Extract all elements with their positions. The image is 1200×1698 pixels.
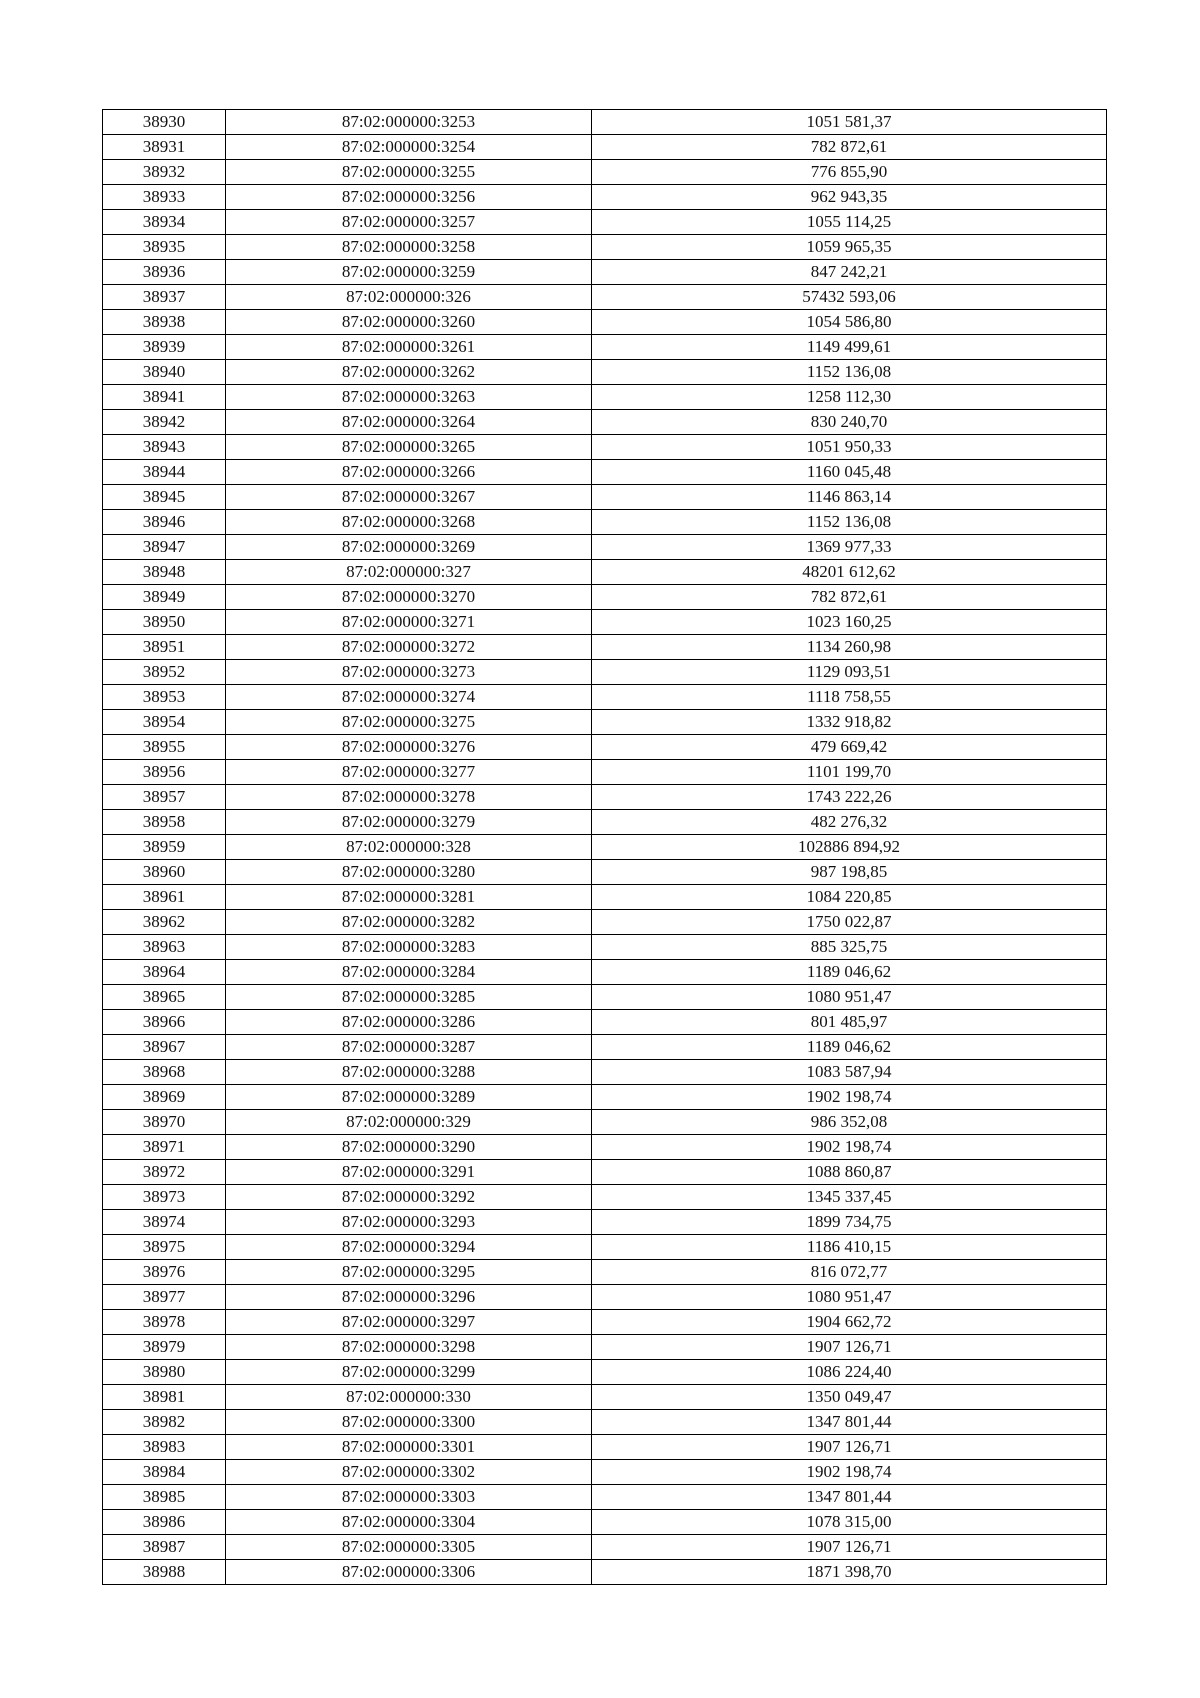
table-row xyxy=(103,985,1107,1010)
table-row xyxy=(103,735,1107,760)
row-number-cell: 38936 xyxy=(103,260,226,285)
table-row xyxy=(103,385,1107,410)
cadastral-value-cell: 1189 046,62 xyxy=(592,960,1107,985)
table-row xyxy=(103,610,1107,635)
cadastral-number-cell: 87:02:000000:3275 xyxy=(226,710,592,735)
cadastral-value-cell: 1118 758,55 xyxy=(592,685,1107,710)
table-row xyxy=(103,535,1107,560)
cadastral-value-cell: 1347 801,44 xyxy=(592,1485,1107,1510)
table-row xyxy=(103,1160,1107,1185)
row-number-cell: 38988 xyxy=(103,1560,226,1585)
row-number-cell: 38964 xyxy=(103,960,226,985)
table-row xyxy=(103,1185,1107,1210)
row-number-cell: 38943 xyxy=(103,435,226,460)
cadastral-value-cell: 1902 198,74 xyxy=(592,1460,1107,1485)
table-row xyxy=(103,710,1107,735)
cadastral-number-cell: 87:02:000000:3291 xyxy=(226,1160,592,1185)
cadastral-value-cell: 1258 112,30 xyxy=(592,385,1107,410)
cadastral-number-cell: 87:02:000000:3302 xyxy=(226,1460,592,1485)
cadastral-value-cell: 482 276,32 xyxy=(592,810,1107,835)
row-number-cell: 38966 xyxy=(103,1010,226,1035)
cadastral-number-cell: 87:02:000000:3305 xyxy=(226,1535,592,1560)
row-number-cell: 38932 xyxy=(103,160,226,185)
cadastral-number-cell: 87:02:000000:3277 xyxy=(226,760,592,785)
table-row xyxy=(103,1360,1107,1385)
row-number-cell: 38955 xyxy=(103,735,226,760)
table-row xyxy=(103,685,1107,710)
cadastral-number-cell: 87:02:000000:3270 xyxy=(226,585,592,610)
table-row xyxy=(103,785,1107,810)
cadastral-number-cell: 87:02:000000:3267 xyxy=(226,485,592,510)
table-row xyxy=(103,910,1107,935)
table-row xyxy=(103,110,1107,135)
row-number-cell: 38945 xyxy=(103,485,226,510)
cadastral-number-cell: 87:02:000000:3297 xyxy=(226,1310,592,1335)
table-row xyxy=(103,1535,1107,1560)
cadastral-number-cell: 87:02:000000:3254 xyxy=(226,135,592,160)
table-row xyxy=(103,1210,1107,1235)
cadastral-value-cell: 1347 801,44 xyxy=(592,1410,1107,1435)
cadastral-number-cell: 87:02:000000:3303 xyxy=(226,1485,592,1510)
row-number-cell: 38986 xyxy=(103,1510,226,1535)
cadastral-value-cell: 1369 977,33 xyxy=(592,535,1107,560)
table-row xyxy=(103,1460,1107,1485)
row-number-cell: 38972 xyxy=(103,1160,226,1185)
table-row xyxy=(103,435,1107,460)
cadastral-value-cell: 1152 136,08 xyxy=(592,510,1107,535)
cadastral-number-cell: 87:02:000000:3273 xyxy=(226,660,592,685)
row-number-cell: 38954 xyxy=(103,710,226,735)
table-row xyxy=(103,1085,1107,1110)
cadastral-number-cell: 87:02:000000:3285 xyxy=(226,985,592,1010)
cadastral-number-cell: 87:02:000000:3280 xyxy=(226,860,592,885)
table-row xyxy=(103,935,1107,960)
cadastral-number-cell: 87:02:000000:3253 xyxy=(226,110,592,135)
cadastral-number-cell: 87:02:000000:3264 xyxy=(226,410,592,435)
cadastral-value-cell: 1051 950,33 xyxy=(592,435,1107,460)
table-row xyxy=(103,560,1107,585)
table-row xyxy=(103,835,1107,860)
table-row xyxy=(103,660,1107,685)
cadastral-value-cell: 48201 612,62 xyxy=(592,560,1107,585)
cadastral-value-cell: 1186 410,15 xyxy=(592,1235,1107,1260)
cadastral-value-cell: 1051 581,37 xyxy=(592,110,1107,135)
cadastral-value-cell: 1904 662,72 xyxy=(592,1310,1107,1335)
table-row xyxy=(103,260,1107,285)
row-number-cell: 38933 xyxy=(103,185,226,210)
row-number-cell: 38962 xyxy=(103,910,226,935)
table-row xyxy=(103,210,1107,235)
row-number-cell: 38949 xyxy=(103,585,226,610)
cadastral-value-cell: 962 943,35 xyxy=(592,185,1107,210)
row-number-cell: 38971 xyxy=(103,1135,226,1160)
cadastral-number-cell: 87:02:000000:3295 xyxy=(226,1260,592,1285)
table-row xyxy=(103,185,1107,210)
table-row xyxy=(103,1310,1107,1335)
cadastral-number-cell: 87:02:000000:3306 xyxy=(226,1560,592,1585)
cadastral-value-cell: 1160 045,48 xyxy=(592,460,1107,485)
cadastral-number-cell: 87:02:000000:3278 xyxy=(226,785,592,810)
cadastral-value-cell: 1899 734,75 xyxy=(592,1210,1107,1235)
cadastral-value-cell: 986 352,08 xyxy=(592,1110,1107,1135)
cadastral-number-cell: 87:02:000000:3271 xyxy=(226,610,592,635)
cadastral-number-cell: 87:02:000000:3257 xyxy=(226,210,592,235)
row-number-cell: 38941 xyxy=(103,385,226,410)
row-number-cell: 38981 xyxy=(103,1385,226,1410)
cadastral-number-cell: 87:02:000000:3265 xyxy=(226,435,592,460)
table-row xyxy=(103,635,1107,660)
cadastral-number-cell: 87:02:000000:3260 xyxy=(226,310,592,335)
row-number-cell: 38965 xyxy=(103,985,226,1010)
row-number-cell: 38977 xyxy=(103,1285,226,1310)
cadastral-number-cell: 87:02:000000:328 xyxy=(226,835,592,860)
table-row xyxy=(103,1010,1107,1035)
row-number-cell: 38970 xyxy=(103,1110,226,1135)
cadastral-number-cell: 87:02:000000:3294 xyxy=(226,1235,592,1260)
cadastral-value-cell: 1345 337,45 xyxy=(592,1185,1107,1210)
cadastral-number-cell: 87:02:000000:3292 xyxy=(226,1185,592,1210)
cadastral-number-cell: 87:02:000000:3269 xyxy=(226,535,592,560)
cadastral-number-cell: 87:02:000000:3304 xyxy=(226,1510,592,1535)
row-number-cell: 38985 xyxy=(103,1485,226,1510)
table-row xyxy=(103,1060,1107,1085)
cadastral-number-cell: 87:02:000000:3288 xyxy=(226,1060,592,1085)
table-row xyxy=(103,510,1107,535)
cadastral-value-cell: 1084 220,85 xyxy=(592,885,1107,910)
cadastral-number-cell: 87:02:000000:3274 xyxy=(226,685,592,710)
table-row xyxy=(103,1385,1107,1410)
table-row xyxy=(103,1260,1107,1285)
table-row xyxy=(103,1485,1107,1510)
row-number-cell: 38967 xyxy=(103,1035,226,1060)
table-row xyxy=(103,135,1107,160)
cadastral-value-cell: 1055 114,25 xyxy=(592,210,1107,235)
row-number-cell: 38939 xyxy=(103,335,226,360)
row-number-cell: 38961 xyxy=(103,885,226,910)
row-number-cell: 38973 xyxy=(103,1185,226,1210)
table-row xyxy=(103,1110,1107,1135)
table-row xyxy=(103,335,1107,360)
table-row xyxy=(103,1135,1107,1160)
cadastral-value-cell: 1059 965,35 xyxy=(592,235,1107,260)
row-number-cell: 38938 xyxy=(103,310,226,335)
row-number-cell: 38974 xyxy=(103,1210,226,1235)
table-row xyxy=(103,410,1107,435)
cadastral-value-table xyxy=(102,109,1107,1585)
row-number-cell: 38975 xyxy=(103,1235,226,1260)
cadastral-number-cell: 87:02:000000:3289 xyxy=(226,1085,592,1110)
row-number-cell: 38987 xyxy=(103,1535,226,1560)
cadastral-number-cell: 87:02:000000:3296 xyxy=(226,1285,592,1310)
table-row xyxy=(103,585,1107,610)
table-row xyxy=(103,1035,1107,1060)
cadastral-number-cell: 87:02:000000:3255 xyxy=(226,160,592,185)
table-row xyxy=(103,460,1107,485)
cadastral-number-cell: 87:02:000000:3282 xyxy=(226,910,592,935)
cadastral-value-cell: 816 072,77 xyxy=(592,1260,1107,1285)
table-row xyxy=(103,885,1107,910)
cadastral-number-cell: 87:02:000000:3281 xyxy=(226,885,592,910)
table-row xyxy=(103,1335,1107,1360)
cadastral-number-cell: 87:02:000000:3300 xyxy=(226,1410,592,1435)
cadastral-number-cell: 87:02:000000:3286 xyxy=(226,1010,592,1035)
cadastral-value-cell: 57432 593,06 xyxy=(592,285,1107,310)
table-row xyxy=(103,1435,1107,1460)
cadastral-value-cell: 1054 586,80 xyxy=(592,310,1107,335)
cadastral-value-cell: 1080 951,47 xyxy=(592,985,1107,1010)
cadastral-number-cell: 87:02:000000:3268 xyxy=(226,510,592,535)
cadastral-number-cell: 87:02:000000:3258 xyxy=(226,235,592,260)
cadastral-value-cell: 782 872,61 xyxy=(592,585,1107,610)
row-number-cell: 38934 xyxy=(103,210,226,235)
cadastral-value-cell: 1129 093,51 xyxy=(592,660,1107,685)
row-number-cell: 38930 xyxy=(103,110,226,135)
row-number-cell: 38980 xyxy=(103,1360,226,1385)
cadastral-value-cell: 1134 260,98 xyxy=(592,635,1107,660)
row-number-cell: 38947 xyxy=(103,535,226,560)
cadastral-value-cell: 479 669,42 xyxy=(592,735,1107,760)
cadastral-value-cell: 1902 198,74 xyxy=(592,1085,1107,1110)
cadastral-value-cell: 1871 398,70 xyxy=(592,1560,1107,1585)
cadastral-number-cell: 87:02:000000:3279 xyxy=(226,810,592,835)
row-number-cell: 38944 xyxy=(103,460,226,485)
row-number-cell: 38935 xyxy=(103,235,226,260)
cadastral-value-cell: 1146 863,14 xyxy=(592,485,1107,510)
cadastral-value-cell: 776 855,90 xyxy=(592,160,1107,185)
table-row xyxy=(103,160,1107,185)
cadastral-value-cell: 102886 894,92 xyxy=(592,835,1107,860)
row-number-cell: 38950 xyxy=(103,610,226,635)
row-number-cell: 38982 xyxy=(103,1410,226,1435)
cadastral-value-cell: 1023 160,25 xyxy=(592,610,1107,635)
cadastral-value-cell: 1080 951,47 xyxy=(592,1285,1107,1310)
row-number-cell: 38983 xyxy=(103,1435,226,1460)
cadastral-value-cell: 1152 136,08 xyxy=(592,360,1107,385)
cadastral-number-cell: 87:02:000000:3272 xyxy=(226,635,592,660)
cadastral-number-cell: 87:02:000000:3262 xyxy=(226,360,592,385)
table-row xyxy=(103,360,1107,385)
cadastral-value-cell: 885 325,75 xyxy=(592,935,1107,960)
cadastral-number-cell: 87:02:000000:329 xyxy=(226,1110,592,1135)
cadastral-number-cell: 87:02:000000:3276 xyxy=(226,735,592,760)
row-number-cell: 38976 xyxy=(103,1260,226,1285)
cadastral-number-cell: 87:02:000000:330 xyxy=(226,1385,592,1410)
table-row xyxy=(103,485,1107,510)
row-number-cell: 38963 xyxy=(103,935,226,960)
cadastral-number-cell: 87:02:000000:3301 xyxy=(226,1435,592,1460)
cadastral-value-cell: 1332 918,82 xyxy=(592,710,1107,735)
table-row xyxy=(103,760,1107,785)
row-number-cell: 38984 xyxy=(103,1460,226,1485)
cadastral-value-cell: 847 242,21 xyxy=(592,260,1107,285)
row-number-cell: 38952 xyxy=(103,660,226,685)
table-row xyxy=(103,235,1107,260)
cadastral-value-cell: 1083 587,94 xyxy=(592,1060,1107,1085)
cadastral-value-cell: 1350 049,47 xyxy=(592,1385,1107,1410)
cadastral-value-cell: 830 240,70 xyxy=(592,410,1107,435)
cadastral-value-cell: 1907 126,71 xyxy=(592,1535,1107,1560)
cadastral-value-cell: 1907 126,71 xyxy=(592,1335,1107,1360)
table-row xyxy=(103,1235,1107,1260)
row-number-cell: 38942 xyxy=(103,410,226,435)
table-row xyxy=(103,960,1107,985)
cadastral-number-cell: 87:02:000000:3290 xyxy=(226,1135,592,1160)
row-number-cell: 38978 xyxy=(103,1310,226,1335)
cadastral-value-cell: 1086 224,40 xyxy=(592,1360,1107,1385)
row-number-cell: 38960 xyxy=(103,860,226,885)
row-number-cell: 38937 xyxy=(103,285,226,310)
cadastral-number-cell: 87:02:000000:327 xyxy=(226,560,592,585)
cadastral-number-cell: 87:02:000000:3266 xyxy=(226,460,592,485)
row-number-cell: 38940 xyxy=(103,360,226,385)
row-number-cell: 38969 xyxy=(103,1085,226,1110)
cadastral-value-cell: 1088 860,87 xyxy=(592,1160,1107,1185)
cadastral-value-cell: 782 872,61 xyxy=(592,135,1107,160)
table-row xyxy=(103,1560,1107,1585)
cadastral-value-cell: 1078 315,00 xyxy=(592,1510,1107,1535)
cadastral-value-cell: 1902 198,74 xyxy=(592,1135,1107,1160)
table-row xyxy=(103,860,1107,885)
cadastral-value-cell: 1743 222,26 xyxy=(592,785,1107,810)
cadastral-number-cell: 87:02:000000:3256 xyxy=(226,185,592,210)
row-number-cell: 38931 xyxy=(103,135,226,160)
cadastral-value-cell: 801 485,97 xyxy=(592,1010,1107,1035)
table-row xyxy=(103,285,1107,310)
cadastral-value-cell: 1750 022,87 xyxy=(592,910,1107,935)
cadastral-number-cell: 87:02:000000:3298 xyxy=(226,1335,592,1360)
row-number-cell: 38946 xyxy=(103,510,226,535)
table-row xyxy=(103,310,1107,335)
row-number-cell: 38979 xyxy=(103,1335,226,1360)
cadastral-value-cell: 1189 046,62 xyxy=(592,1035,1107,1060)
cadastral-number-cell: 87:02:000000:3284 xyxy=(226,960,592,985)
row-number-cell: 38957 xyxy=(103,785,226,810)
row-number-cell: 38948 xyxy=(103,560,226,585)
row-number-cell: 38953 xyxy=(103,685,226,710)
cadastral-number-cell: 87:02:000000:3261 xyxy=(226,335,592,360)
cadastral-number-cell: 87:02:000000:3287 xyxy=(226,1035,592,1060)
cadastral-number-cell: 87:02:000000:3259 xyxy=(226,260,592,285)
cadastral-number-cell: 87:02:000000:3299 xyxy=(226,1360,592,1385)
cadastral-number-cell: 87:02:000000:3293 xyxy=(226,1210,592,1235)
cadastral-value-cell: 987 198,85 xyxy=(592,860,1107,885)
table-row xyxy=(103,1410,1107,1435)
cadastral-value-cell: 1149 499,61 xyxy=(592,335,1107,360)
cadastral-value-cell: 1101 199,70 xyxy=(592,760,1107,785)
row-number-cell: 38968 xyxy=(103,1060,226,1085)
cadastral-number-cell: 87:02:000000:326 xyxy=(226,285,592,310)
row-number-cell: 38956 xyxy=(103,760,226,785)
row-number-cell: 38959 xyxy=(103,835,226,860)
table-row xyxy=(103,1510,1107,1535)
table-row xyxy=(103,1285,1107,1310)
cadastral-number-cell: 87:02:000000:3263 xyxy=(226,385,592,410)
table-body xyxy=(103,110,1107,1585)
cadastral-value-cell: 1907 126,71 xyxy=(592,1435,1107,1460)
row-number-cell: 38958 xyxy=(103,810,226,835)
table-row xyxy=(103,810,1107,835)
row-number-cell: 38951 xyxy=(103,635,226,660)
cadastral-number-cell: 87:02:000000:3283 xyxy=(226,935,592,960)
